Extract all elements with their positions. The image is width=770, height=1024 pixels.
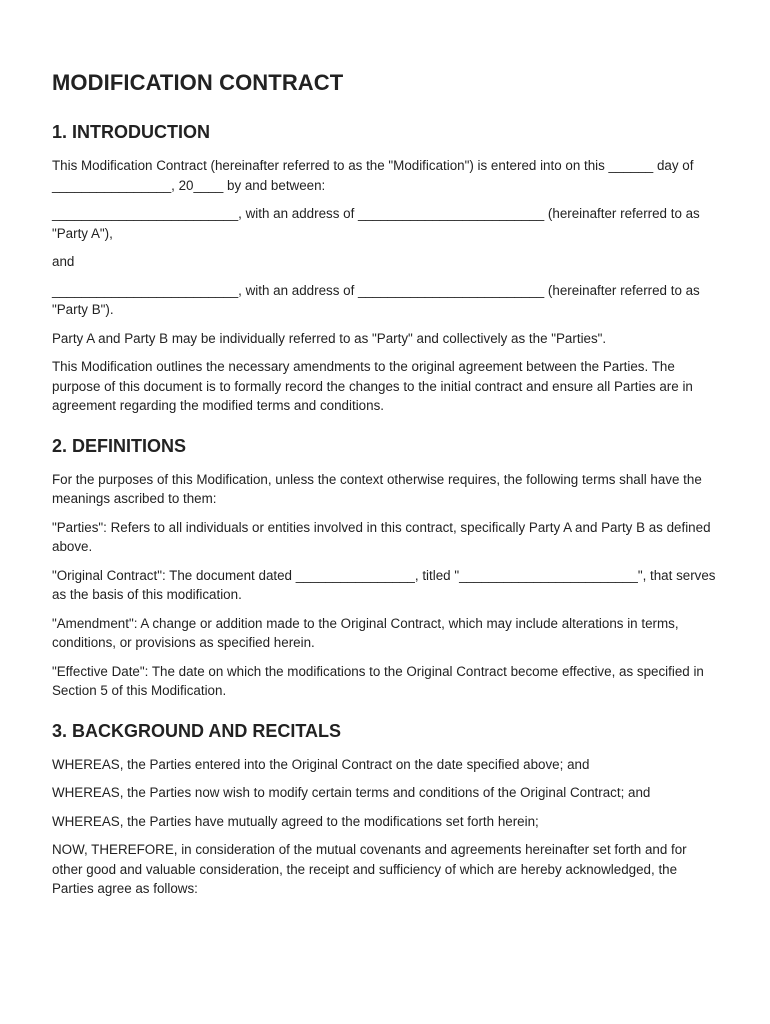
section-background-and-recitals [52,721,718,899]
paragraph: This Modification Contract (hereinafter referred to as the "Modification") is entered into on this ______ day of ________________, 20____ by and between: [52,158,694,193]
paragraph: NOW, THEREFORE, in consideration of the mutual covenants and agreements hereinafter set forth and for other good and valuable consideration, the receipt and sufficiency of which are hereby acknowledged, the Parties agree as follows: [52,842,687,896]
paragraph: WHEREAS, the Parties have mutually agreed to the modifications set forth herein; [52,813,539,829]
paragraph: "Amendment": A change or addition made to the Original Contract, which may include alterations in terms, conditions, or provisions as specified herein. [52,615,679,650]
section-definitions [52,436,718,701]
paragraph: "Original Contract": The document dated ________________, titled "________________________", that serves as the basis of this modification. [52,567,716,602]
section-heading: 2. DEFINITIONS [52,435,187,456]
paragraph: _________________________, with an address of _________________________ (hereinafter referred to as "Party B"). [52,282,700,317]
paragraph: and [52,254,75,269]
paragraph: WHEREAS, the Parties now wish to modify certain terms and conditions of the Original Contract; and [52,785,651,800]
section-introduction [52,122,718,416]
document-title: MODIFICATION CONTRACT [52,70,344,95]
paragraph: "Effective Date": The date on which the modifications to the Original Contract become effective, as specified in Section 5 of this Modification. [52,663,704,698]
paragraph: For the purposes of this Modification, unless the context otherwise requires, the following terms shall have the meanings ascribed to them: [52,471,702,506]
paragraph: This Modification outlines the necessary amendments to the original agreement between the Parties. The purpose of this document is to formally record the changes to the initial contract and ensure all Parties are in agreement regarding the modified terms and conditions. [52,359,693,413]
paragraph: "Parties": Refers to all individuals or entities involved in this contract, specifically Party A and Party B as defined above. [52,519,711,554]
paragraph: _________________________, with an address of _________________________ (hereinafter referred to as "Party A"), [52,206,700,241]
section-heading: 1. INTRODUCTION [52,122,211,142]
section-heading: 3. BACKGROUND AND RECITALS [52,720,342,741]
paragraph: WHEREAS, the Parties entered into the Original Contract on the date specified above; and [52,756,590,772]
paragraph: Party A and Party B may be individually referred to as "Party" and collectively as the "Parties". [52,330,607,346]
